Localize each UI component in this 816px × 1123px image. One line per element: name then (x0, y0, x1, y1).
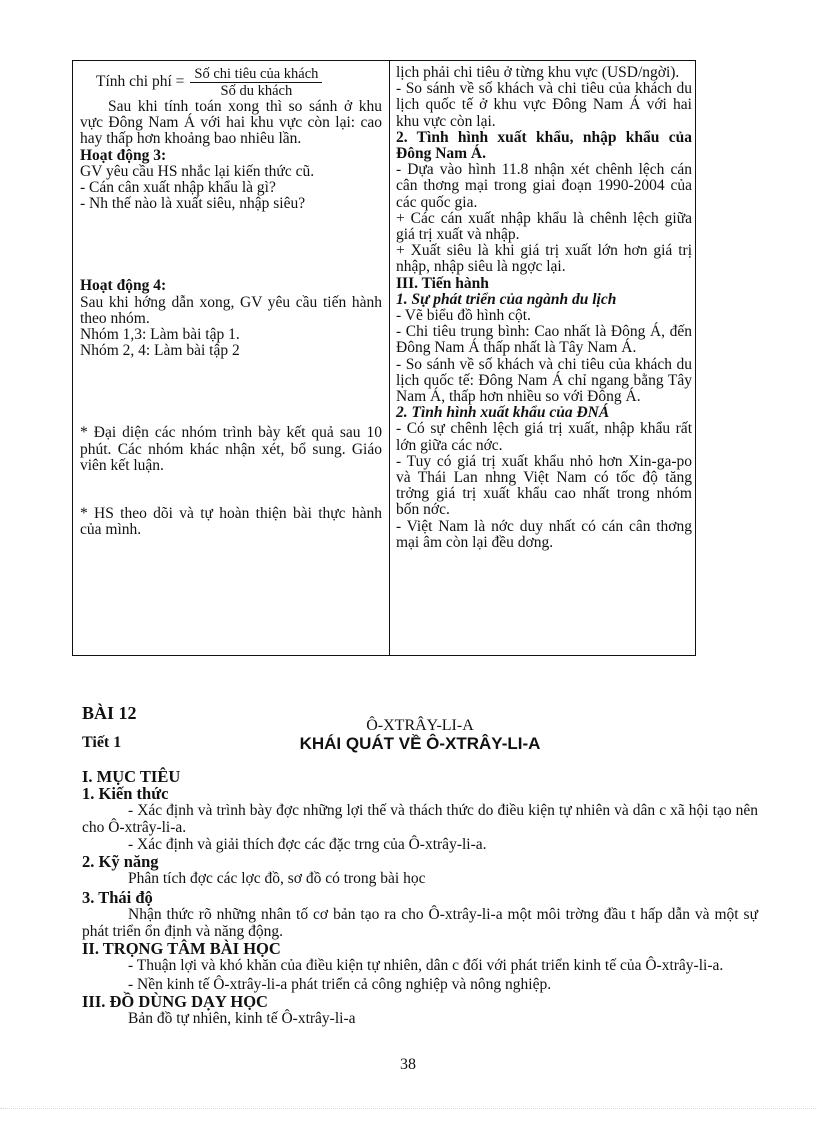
content-line: - Chi tiêu trung bình: Cao nhất là Đông Á, đến Đông Nam Á thấp nhất là Tây Nam Á. (396, 323, 692, 357)
content-line: + Xuất siêu là khi giá trị xuất lớn hơn giá trị nhập, nhập siêu là ngợc lại. (396, 242, 692, 276)
formula-numerator: Số chi tiêu của khách (190, 66, 322, 83)
cost-formula (80, 65, 382, 99)
section-heading: II. TRỌNG TÂM BÀI HỌC (82, 939, 281, 958)
content-line: - Dựa vào hình 11.8 nhận xét chênh lệch cán cân thơng mại trong giai đoạn 1990-2004 của các quốc gia. (396, 161, 692, 211)
content-subheading: 2. Tình hình xuất khẩu của ĐNÁ (396, 404, 610, 422)
compare-instruction: Sau khi tính toán xong thì so sánh ở khu vực Đông Nam Á với hai khu vực còn lại: cao hay thấp hơn khoảng bao nhiêu lần. (80, 98, 382, 148)
content-subheading: 1. Sự phát triển của ngành du lịch (396, 290, 617, 308)
content-line: - Việt Nam là nớc duy nhất có cán cân thơng mại âm còn lại đều dơng. (396, 517, 692, 551)
focus-text: - Nền kinh tế Ô-xtrây-li-a phát triển cả công nghiệp và nông nghiệp. (128, 976, 552, 993)
lesson-title: KHÁI QUÁT VỀ Ô-XTRÂY-LI-A (299, 734, 541, 753)
activity-3-line: - Nh thế nào là xuất siêu, nhập siêu? (80, 195, 306, 213)
group-report-note: * Đại diện các nhóm trình bày kết quả sau 10 phút. Các nhóm khác nhận xét, bổ sung. Giáo viên kết luận. (80, 424, 382, 474)
column-divider (389, 61, 390, 655)
subsection-heading: 2. Kỹ năng (82, 852, 159, 871)
objectives-section (82, 768, 758, 1027)
activity-3-title: Hoạt động 3: (80, 146, 167, 164)
content-column (396, 65, 692, 551)
content-line: - Có sự chênh lệch giá trị xuất, nhập khẩu rất lớn giữa các nớc. (396, 420, 692, 454)
activity-4-line: Sau khi hớng dẫn xong, GV yêu cầu tiến hành theo nhóm. (80, 293, 382, 327)
content-heading: 2. Tình hình xuất khẩu, nhập khẩu của Đông Nam Á. (396, 128, 692, 163)
period-label: Tiết 1 (82, 734, 122, 751)
formula-fraction (190, 66, 322, 99)
activity-4-line: Nhóm 2, 4: Làm bài tập 2 (80, 342, 240, 360)
subsection-heading: 3. Thái độ (82, 888, 153, 907)
section-heading: III. ĐỒ DÙNG DẠY HỌC (82, 992, 268, 1011)
student-followup-note: * HS theo dõi và tự hoàn thiện bài thực hành của mình. (80, 505, 382, 539)
formula-label: Tính chi phí = (96, 72, 185, 90)
section-heading: I. MỤC TIÊU (82, 767, 181, 786)
objective-text: - Xác định và trình bày đợc những lợi thế và thách thức do điều kiện tự nhiên và dân c xã hội tạo nên cho Ô-xtrây-li-a. (82, 802, 758, 836)
activity-4-title: Hoạt động 4: (80, 277, 167, 295)
content-heading: III. Tiến hành (396, 274, 489, 292)
objective-text: - Xác định và giải thích đợc các đặc trng của Ô-xtrây-li-a. (128, 836, 487, 853)
page-bottom-divider (0, 1108, 816, 1109)
lesson-country: Ô-XTRÂY-LI-A (366, 717, 474, 734)
lesson-plan-table (72, 60, 696, 656)
materials-text: Bản đồ tự nhiên, kinh tế Ô-xtrây-li-a (128, 1010, 356, 1027)
content-line: - Vẽ biểu đồ hình cột. (396, 307, 531, 325)
objective-text: Nhận thức rõ những nhân tố cơ bản tạo ra cho Ô-xtrây-li-a một môi trờng đầu t hấp dẫn và một sự phát triển ổn định và năng động. (82, 906, 758, 940)
activity-3-line: GV yêu cầu HS nhắc lại kiến thức cũ. (80, 162, 315, 180)
formula-denominator: Số du khách (220, 82, 293, 99)
subsection-heading: 1. Kiến thức (82, 784, 169, 803)
objective-text: Phân tích đợc các lợc đồ, sơ đồ có trong bài học (128, 870, 426, 887)
content-line: - Tuy có giá trị xuất khẩu nhỏ hơn Xin-ga-po và Thái Lan nhng Việt Nam có tốc độ tăng trởng giá trị xuất khẩu cao nhất trong nhóm bốn nớc. (396, 452, 692, 519)
content-line: + Các cán xuất nhập khẩu là chênh lệch giữa giá trị xuất và nhập. (396, 209, 692, 244)
content-line: - So sánh về số khách và chi tiêu của khách du lịch quốc tế ở khu vực Đông Nam Á với hai khu vực còn lại. (396, 80, 692, 130)
teacher-activity-column (80, 65, 382, 538)
page-number: 38 (400, 1056, 416, 1073)
activity-3-line: - Cán cân xuất nhập khẩu là gì? (80, 179, 276, 197)
activity-4-line: Nhóm 1,3: Làm bài tập 1. (80, 326, 240, 344)
lesson-number: BÀI 12 (82, 703, 137, 723)
focus-text: - Thuận lợi và khó khăn của điều kiện tự nhiên, dân c đối với phát triển kinh tế của Ô-xtrây-li-a. (128, 957, 724, 974)
content-line: lịch phải chi tiêu ở từng khu vực (USD/ngời). (396, 64, 680, 81)
content-line: - So sánh về số khách và chi tiêu của khách du lịch quốc tế: Đông Nam Á chỉ ngang bằng Tây Nam Á, thấp hơn nhiều so với Đông Á. (396, 355, 692, 406)
